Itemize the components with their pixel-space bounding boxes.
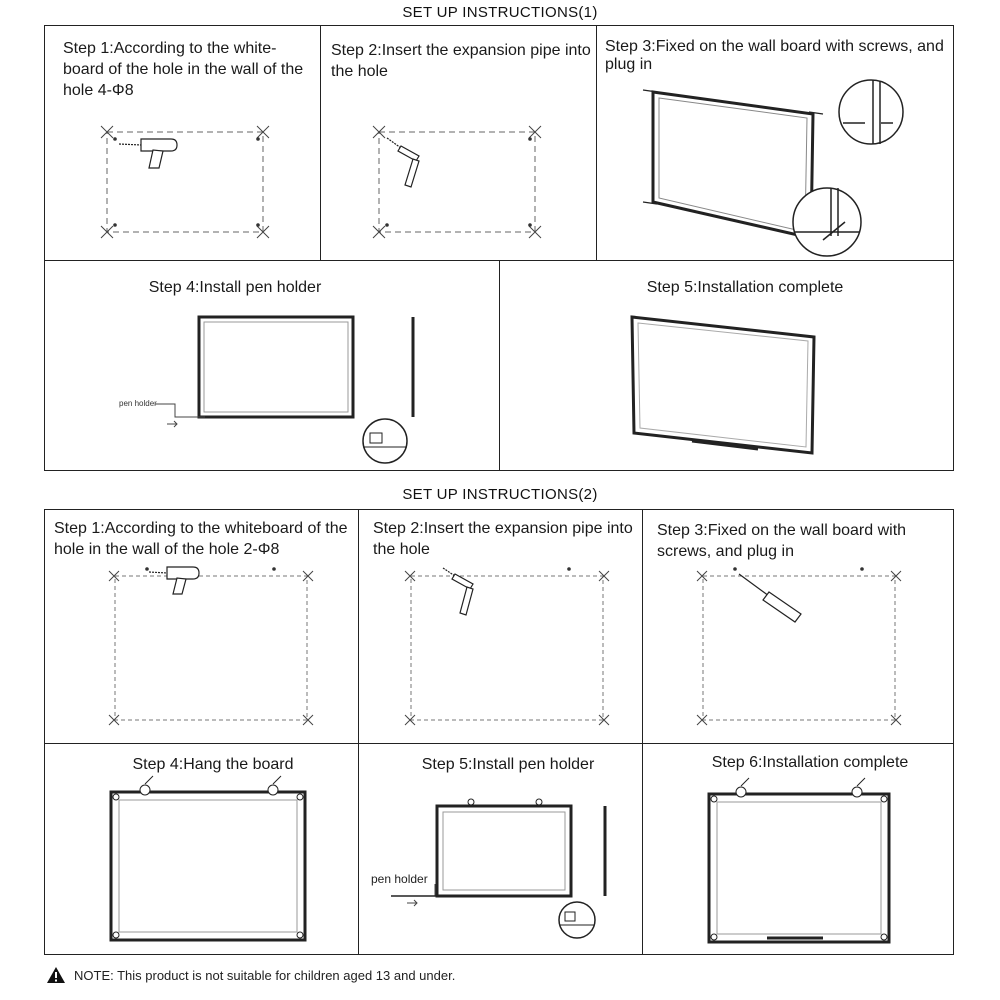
- s2-step6-diagram: [643, 744, 955, 956]
- s2-step5-diagram: [359, 744, 645, 956]
- s2-step5-panel: [358, 743, 644, 955]
- s1-pen-holder-label: pen holder: [119, 399, 157, 408]
- arrow-icon: [167, 421, 177, 427]
- s1-step1-panel: [44, 25, 322, 262]
- s1-step2-text: Step 2:Insert the expansion pipe into the hole: [331, 42, 591, 80]
- s1-step4-text: Step 4:Install pen holder: [148, 279, 322, 296]
- s2-step1-panel: [44, 509, 360, 745]
- s1-step1-text: Step 1:According to the white-board of the hole in the wall of the hole 4-Φ8: [63, 40, 304, 99]
- s1-step5-text: Step 5:Installation complete: [646, 279, 844, 296]
- s1-step2-panel: [320, 25, 598, 262]
- s2-step1-text: Step 1:According to the whiteboard of the hole in the wall of the hole 2-Φ8: [54, 520, 348, 558]
- drill-icon: [119, 139, 177, 168]
- s1-step5-panel: [499, 260, 954, 471]
- zoom-detail-bottom: [793, 188, 861, 256]
- warning-icon: [46, 966, 66, 984]
- safety-note-text: NOTE: This product is not suitable for children aged 13 and under.: [74, 967, 456, 983]
- s2-step6-panel: [642, 743, 954, 955]
- s2-step1-diagram: [45, 510, 361, 746]
- s2-step5-text: Step 5:Install pen holder: [421, 756, 595, 773]
- hammer-icon: [387, 138, 419, 187]
- s2-step6-text: Step 6:Installation complete: [711, 754, 909, 771]
- s2-step3-diagram: [643, 510, 955, 746]
- s2-step3-text: Step 3:Fixed on the wall board with screws, and plug in: [657, 522, 907, 560]
- s2-step2-diagram: [359, 510, 645, 746]
- s2-step2-panel: [358, 509, 644, 745]
- screwdriver-icon: [739, 574, 801, 622]
- s1-step4-panel: [44, 260, 501, 471]
- s1-step3-diagram: [597, 26, 955, 263]
- s2-step4-text: Step 4:Hang the board: [132, 756, 294, 773]
- hammer-icon: [443, 568, 473, 615]
- s1-step5-diagram: [500, 261, 955, 472]
- s2-step3-panel: [642, 509, 954, 745]
- s2-step2-text: Step 2:Insert the expansion pipe into the hole: [373, 520, 633, 558]
- section1-title: SET UP INSTRUCTIONS(1): [402, 4, 598, 21]
- s1-step4-diagram: [45, 261, 502, 472]
- zoom-detail-top: [839, 80, 903, 144]
- section2-title: SET UP INSTRUCTIONS(2): [402, 486, 598, 503]
- s2-step4-diagram: [45, 744, 361, 956]
- safety-note: [46, 966, 455, 984]
- s1-step3-text: Step 3:Fixed on the wall board with screws, and plug in: [605, 38, 944, 73]
- arrow-icon: [407, 900, 417, 906]
- s1-step1-diagram: [45, 26, 323, 263]
- zoom-detail-pen-holder: [559, 902, 595, 938]
- drill-icon: [149, 567, 199, 594]
- s2-step4-panel: [44, 743, 360, 955]
- s2-pen-holder-label: pen holder: [371, 872, 428, 886]
- s1-step3-panel: [596, 25, 954, 262]
- s1-step2-diagram: [321, 26, 599, 263]
